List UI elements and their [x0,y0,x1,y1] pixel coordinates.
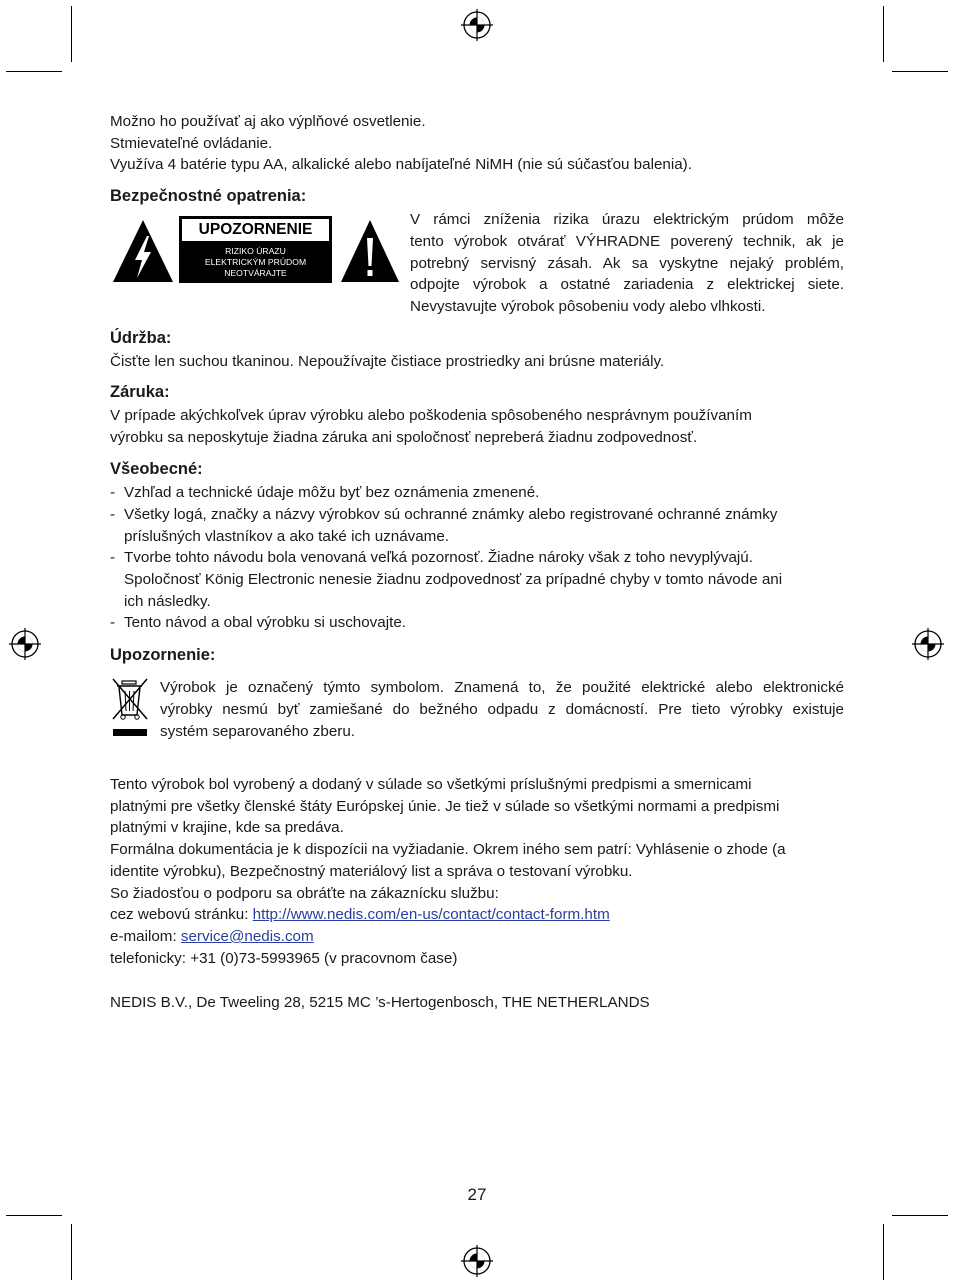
contact-web-label: cez webovú stránku: [110,906,253,923]
warranty-heading: Záruka: [110,383,170,401]
intro-line: Možno ho používať aj ako výplňové osvetlenie. [110,113,426,130]
contact-email-label: e-mailom: [110,928,181,945]
crop-mark [71,6,72,62]
contact-phone: telefonicky: +31 (0)73-5993965 (v pracovnom čase) [110,950,458,967]
warning-subtext-line: ELEKTRICKÝM PRÚDOM [204,257,307,267]
registration-mark-icon [460,1244,494,1278]
list-dash: - [110,506,116,523]
warranty-text: V prípade akýchkoľvek úprav výrobku alebo poškodenia spôsobeného nesprávnym používaním [110,407,752,424]
safety-text-line: potrebný servisný zásah. Ak sa vyskytne nejaký problém, [410,254,844,272]
general-heading: Všeobecné: [110,460,203,478]
registration-mark-icon [460,8,494,42]
intro-line: Stmievateľné ovládanie. [110,135,273,152]
email-link[interactable]: service@nedis.com [180,928,314,945]
notice-text-line: Výrobok je označený týmto symbolom. Znamená to, že použité elektrické alebo elektronické [160,679,844,696]
warranty-text: výrobku sa neposkytuje žiadna záruka ani spoločnosť nepreberá žiadnu zodpovednosť. [110,429,698,446]
company-address: NEDIS B.V., De Tweeling 28, 5215 MC ’s-Hertogenbosch, THE NETHERLANDS [110,994,650,1011]
list-item-text: príslušných vlastníkov a ako také ich uznávame. [124,527,450,545]
contact-web [110,904,610,926]
compliance-line: So žiadosťou o podporu sa obráťte na zákaznícku službu: [110,885,499,902]
notice-heading: Upozornenie: [110,646,216,664]
registration-mark-icon [911,627,945,661]
crop-mark [71,1224,72,1280]
registration-mark-icon [8,627,42,661]
list-item-text: Spoločnosť König Electronic nenesie žiadnu zodpovednosť za prípadné chyby v tomto návode ani [124,570,783,588]
contact-form-link[interactable]: http://www.nedis.com/en-us/contact/contact-form.htm [252,906,610,923]
crop-mark [883,1224,884,1280]
crop-mark [6,1215,62,1216]
warning-label [179,216,332,283]
intro-line: Využíva 4 batérie typu AA, alkalické alebo nabíjateľné NiMH (nie sú súčasťou balenia). [110,156,692,173]
warning-subtext-line: RIZIKO ÚRAZU [225,246,286,256]
notice-text-line: výrobky nesmú byť zamiešané do bežného odpadu z domácností. Pre tieto výrobky existuje [160,700,844,718]
list-item-text: Tvorbe tohto návodu bola venovaná veľká pozornosť. Žiadne nároky však z toho nevyplývajú. [124,549,753,566]
warning-subtext-line: NEOTVÁRAJTE [224,268,287,278]
safety-text-line: tento výrobok otvárať VÝHRADNE poverený technik, ak je [410,232,844,250]
page-number: 27 [467,1185,487,1204]
list-item-text: Všetky logá, značky a názvy výrobkov sú ochranné známky alebo registrované ochranné známky [124,506,778,523]
safety-text-line: Nevystavujte výrobok pôsobeniu vody alebo vlhkosti. [410,298,766,316]
list-item-text: Vzhľad a technické údaje môžu byť bez oznámenia zmenené. [124,484,540,501]
safety-text-line: odpojte výrobok a ostatné zariadenia z elektrickej siete. [410,276,844,294]
exclamation-warning-icon [339,218,401,284]
crop-mark [6,71,62,72]
notice-text-line: systém separovaného zberu. [160,722,356,740]
notice-text [160,677,844,742]
safety-text-line: V rámci zníženia rizika úrazu elektrickým prúdom môže [410,211,844,228]
compliance-line: platnými v krajine, kde sa predáva. [110,819,344,836]
list-dash: - [110,614,116,631]
safety-heading: Bezpečnostné opatrenia: [110,187,307,205]
crop-mark [892,1215,948,1216]
contact-email [110,926,314,948]
crop-mark [883,6,884,62]
warning-subtext [179,246,332,279]
weee-crossed-bin-icon [111,677,149,739]
electric-shock-warning-icon [111,218,175,284]
crop-mark [892,71,948,72]
warning-title: UPOZORNENIE [182,219,329,241]
compliance-line: platnými pre všetky členské štáty Európskej únie. Je tiež v súlade so všetkými normami a predpismi [110,798,780,815]
list-item-text: ich následky. [124,592,211,610]
compliance-line: Formálna dokumentácia je k dispozícii na vyžiadanie. Okrem iného sem patrí: Vyhlásenie o zhode (a [110,841,786,858]
compliance-line: identite výrobku), Bezpečnostný materiálový list a správa o testovaní výrobku. [110,863,633,880]
list-dash: - [110,484,116,501]
maintenance-heading: Údržba: [110,329,172,347]
compliance-line: Tento výrobok bol vyrobený a dodaný v súlade so všetkými príslušnými predpismi a smernicami [110,776,752,793]
maintenance-text: Čisťte len suchou tkaninou. Nepoužívajte čistiace prostriedky ani brúsne materiály. [110,353,665,370]
list-item-text: Tento návod a obal výrobku si uschovajte. [124,614,406,631]
safety-text [410,209,844,318]
list-dash: - [110,549,116,566]
